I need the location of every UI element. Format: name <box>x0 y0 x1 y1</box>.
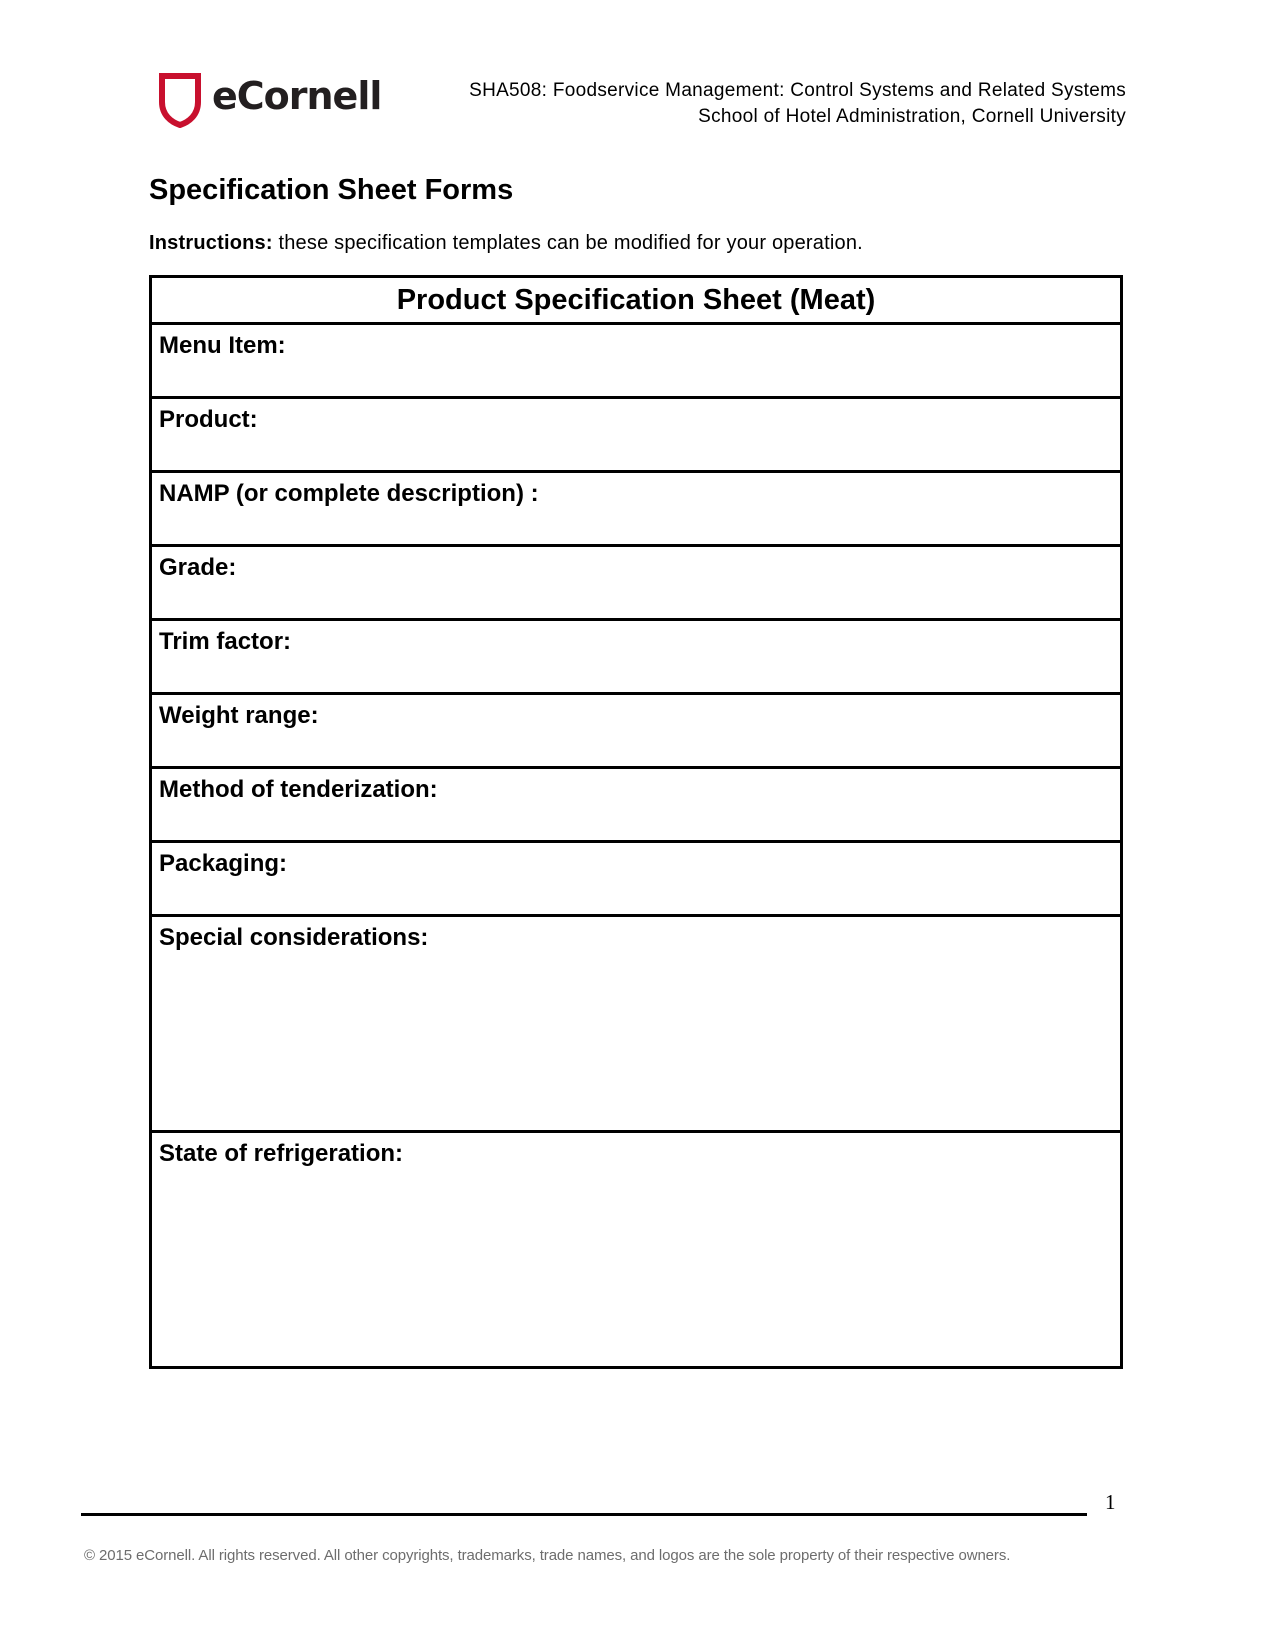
field-trim-factor[interactable] <box>152 621 1120 695</box>
instructions-text: these specification templates can be modified for your operation. <box>272 232 863 254</box>
instructions <box>149 232 863 255</box>
field-weight-range[interactable] <box>152 695 1120 769</box>
brand-name: eCornell <box>212 74 382 118</box>
field-label: Menu Item: <box>159 332 286 359</box>
field-label: Grade: <box>159 554 237 581</box>
field-label: Special considerations: <box>159 924 429 951</box>
field-label: Trim factor: <box>159 628 292 655</box>
field-namp[interactable] <box>152 473 1120 547</box>
course-line: SHA508: Foodservice Management: Control Systems and Related Systems <box>469 80 1126 101</box>
spec-form-table <box>149 275 1123 1369</box>
field-grade[interactable] <box>152 547 1120 621</box>
instructions-label: Instructions: <box>149 232 273 254</box>
field-special-considerations[interactable] <box>152 917 1120 1133</box>
field-menu-item[interactable] <box>152 325 1120 399</box>
school-line: School of Hotel Administration, Cornell University <box>698 106 1126 127</box>
field-label: Method of tenderization: <box>159 776 438 803</box>
field-label: Weight range: <box>159 702 319 729</box>
shield-icon <box>158 72 202 128</box>
page-title: Specification Sheet Forms <box>149 174 514 206</box>
field-state-of-refrigeration[interactable] <box>152 1133 1120 1366</box>
field-product[interactable] <box>152 399 1120 473</box>
footer-divider <box>81 1513 1087 1516</box>
field-label: Product: <box>159 406 258 433</box>
field-packaging[interactable] <box>152 843 1120 917</box>
course-header <box>469 78 1126 130</box>
field-label: NAMP (or complete description) : <box>159 480 539 507</box>
form-title: Product Specification Sheet (Meat) <box>152 278 1120 325</box>
page-number: 1 <box>1105 1490 1116 1514</box>
copyright-notice: © 2015 eCornell. All rights reserved. All other copyrights, trademarks, trade names, and logos are the sole property of their respective owners. <box>84 1547 1011 1564</box>
field-method-of-tenderization[interactable] <box>152 769 1120 843</box>
ecornell-logo <box>158 72 381 128</box>
field-label: Packaging: <box>159 850 288 877</box>
field-label: State of refrigeration: <box>159 1140 404 1167</box>
